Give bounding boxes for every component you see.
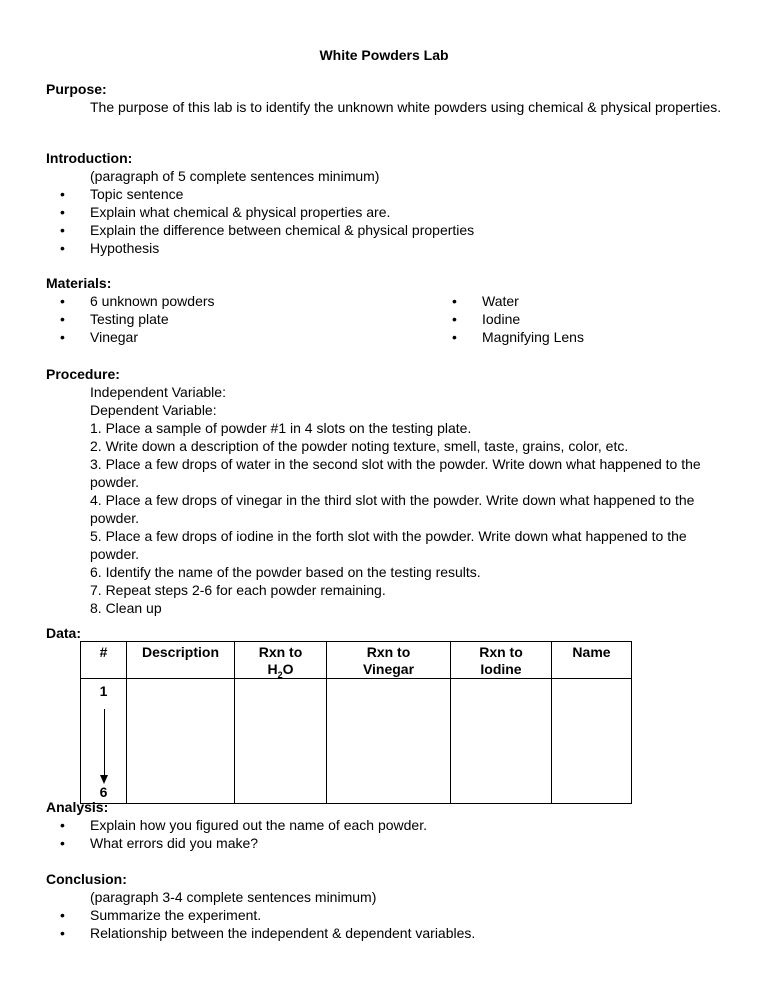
introduction-heading: Introduction: — [46, 150, 133, 166]
purpose-text: The purpose of this lab is to identify the unknown white powders using chemical & physical properties. — [90, 99, 722, 115]
purpose-heading: Purpose: — [46, 81, 107, 97]
rxn-h2o-cell[interactable] — [235, 679, 327, 804]
column-header-name: Name — [552, 642, 632, 679]
independent-variable-label: Independent Variable: — [90, 384, 226, 400]
analysis-list — [46, 816, 726, 852]
table-header-row — [81, 642, 632, 679]
materials-heading: Materials: — [46, 275, 112, 291]
list-item: • Explain how you figured out the name of each powder. — [60, 817, 427, 833]
bullet-icon: • — [60, 329, 65, 345]
bullet-icon: • — [452, 311, 457, 327]
column-header-rxn-h2o: Rxn to $H_2O$ — [235, 642, 327, 679]
bullet-icon: • — [60, 186, 65, 202]
list-item: • Summarize the experiment. — [60, 907, 262, 923]
conclusion-note: (paragraph 3-4 complete sentences minimum) — [90, 889, 377, 905]
bullet-icon: • — [60, 222, 65, 238]
description-cell[interactable] — [127, 679, 235, 804]
bullet-icon: • — [60, 311, 65, 327]
list-item: • Explain what chemical & physical properties are. — [60, 204, 391, 220]
arrow-head-icon — [100, 775, 108, 784]
bullet-icon: • — [60, 817, 65, 833]
introduction-note: (paragraph of 5 complete sentences minimum) — [90, 168, 380, 184]
procedure-heading: Procedure: — [46, 366, 120, 382]
procedure-step: 2. Write down a description of the powder noting texture, smell, taste, grains, color, etc. — [90, 438, 629, 454]
bullet-icon: • — [60, 293, 65, 309]
list-item: • Hypothesis — [60, 240, 160, 256]
data-section — [46, 624, 726, 642]
row-start-number: 1 — [99, 683, 108, 699]
procedure-step: 7. Repeat steps 2-6 for each powder remaining. — [90, 582, 386, 598]
column-header-rxn-iodine: Rxn to Iodine — [451, 642, 552, 679]
rxn-iodine-cell[interactable] — [451, 679, 552, 804]
introduction-section — [46, 149, 726, 257]
rxn-vinegar-cell[interactable] — [327, 679, 451, 804]
procedure-step: 8. Clean up — [90, 600, 162, 616]
bullet-icon: • — [60, 907, 65, 923]
conclusion-section — [46, 870, 726, 942]
list-item: • 6 unknown powders — [60, 293, 215, 309]
introduction-list — [46, 185, 726, 257]
dependent-variable-label: Dependent Variable: — [90, 402, 217, 418]
list-item: • What errors did you make? — [60, 835, 259, 851]
procedure-step: 4. Place a few drops of vinegar in the third slot with the powder. Write down what happened to the powder. — [90, 492, 695, 526]
analysis-section — [46, 798, 726, 852]
conclusion-list — [46, 906, 726, 942]
list-item: • Magnifying Lens — [452, 329, 584, 345]
list-item: • Explain the difference between chemical & physical properties — [60, 222, 475, 238]
procedure-step: 6. Identify the name of the powder based on the testing results. — [90, 564, 481, 580]
bullet-icon: • — [60, 925, 65, 941]
data-table — [80, 641, 632, 804]
row-end-number: 6 — [99, 784, 108, 800]
materials-list-left — [46, 292, 726, 346]
list-item: • Testing plate — [60, 311, 169, 327]
list-item: • Water — [452, 293, 519, 309]
list-item: • Topic sentence — [60, 186, 184, 202]
procedure-step: 1. Place a sample of powder #1 in 4 slots on the testing plate. — [90, 420, 472, 436]
procedure-step: 5. Place a few drops of iodine in the forth slot with the powder. Write down what happened to the powder. — [90, 528, 687, 562]
data-heading: Data: — [46, 625, 82, 641]
bullet-icon: • — [452, 293, 457, 309]
conclusion-heading: Conclusion: — [46, 871, 127, 887]
bullet-icon: • — [60, 835, 65, 851]
materials-list-right — [438, 292, 584, 346]
column-header-rxn-vinegar: Rxn to Vinegar — [327, 642, 451, 679]
materials-section — [46, 274, 726, 346]
procedure-section — [46, 365, 726, 617]
analysis-heading: Analysis: — [46, 799, 109, 815]
column-header-description: Description — [127, 642, 235, 679]
purpose-section — [46, 80, 726, 116]
bullet-icon: • — [60, 204, 65, 220]
list-item: • Iodine — [452, 311, 521, 327]
bullet-icon: • — [452, 329, 457, 345]
list-item: • Relationship between the independent & dependent variables. — [60, 925, 476, 941]
column-header-number: # — [81, 642, 127, 679]
list-item: • Vinegar — [60, 329, 139, 345]
number-cell — [81, 679, 127, 804]
document-title: White Powders Lab — [319, 47, 449, 63]
name-cell[interactable] — [552, 679, 632, 804]
procedure-step: 3. Place a few drops of water in the second slot with the powder. Write down what happened to the powder. — [90, 456, 701, 490]
bullet-icon: • — [60, 240, 65, 256]
down-arrow-icon — [104, 709, 105, 776]
table-row — [81, 679, 632, 804]
